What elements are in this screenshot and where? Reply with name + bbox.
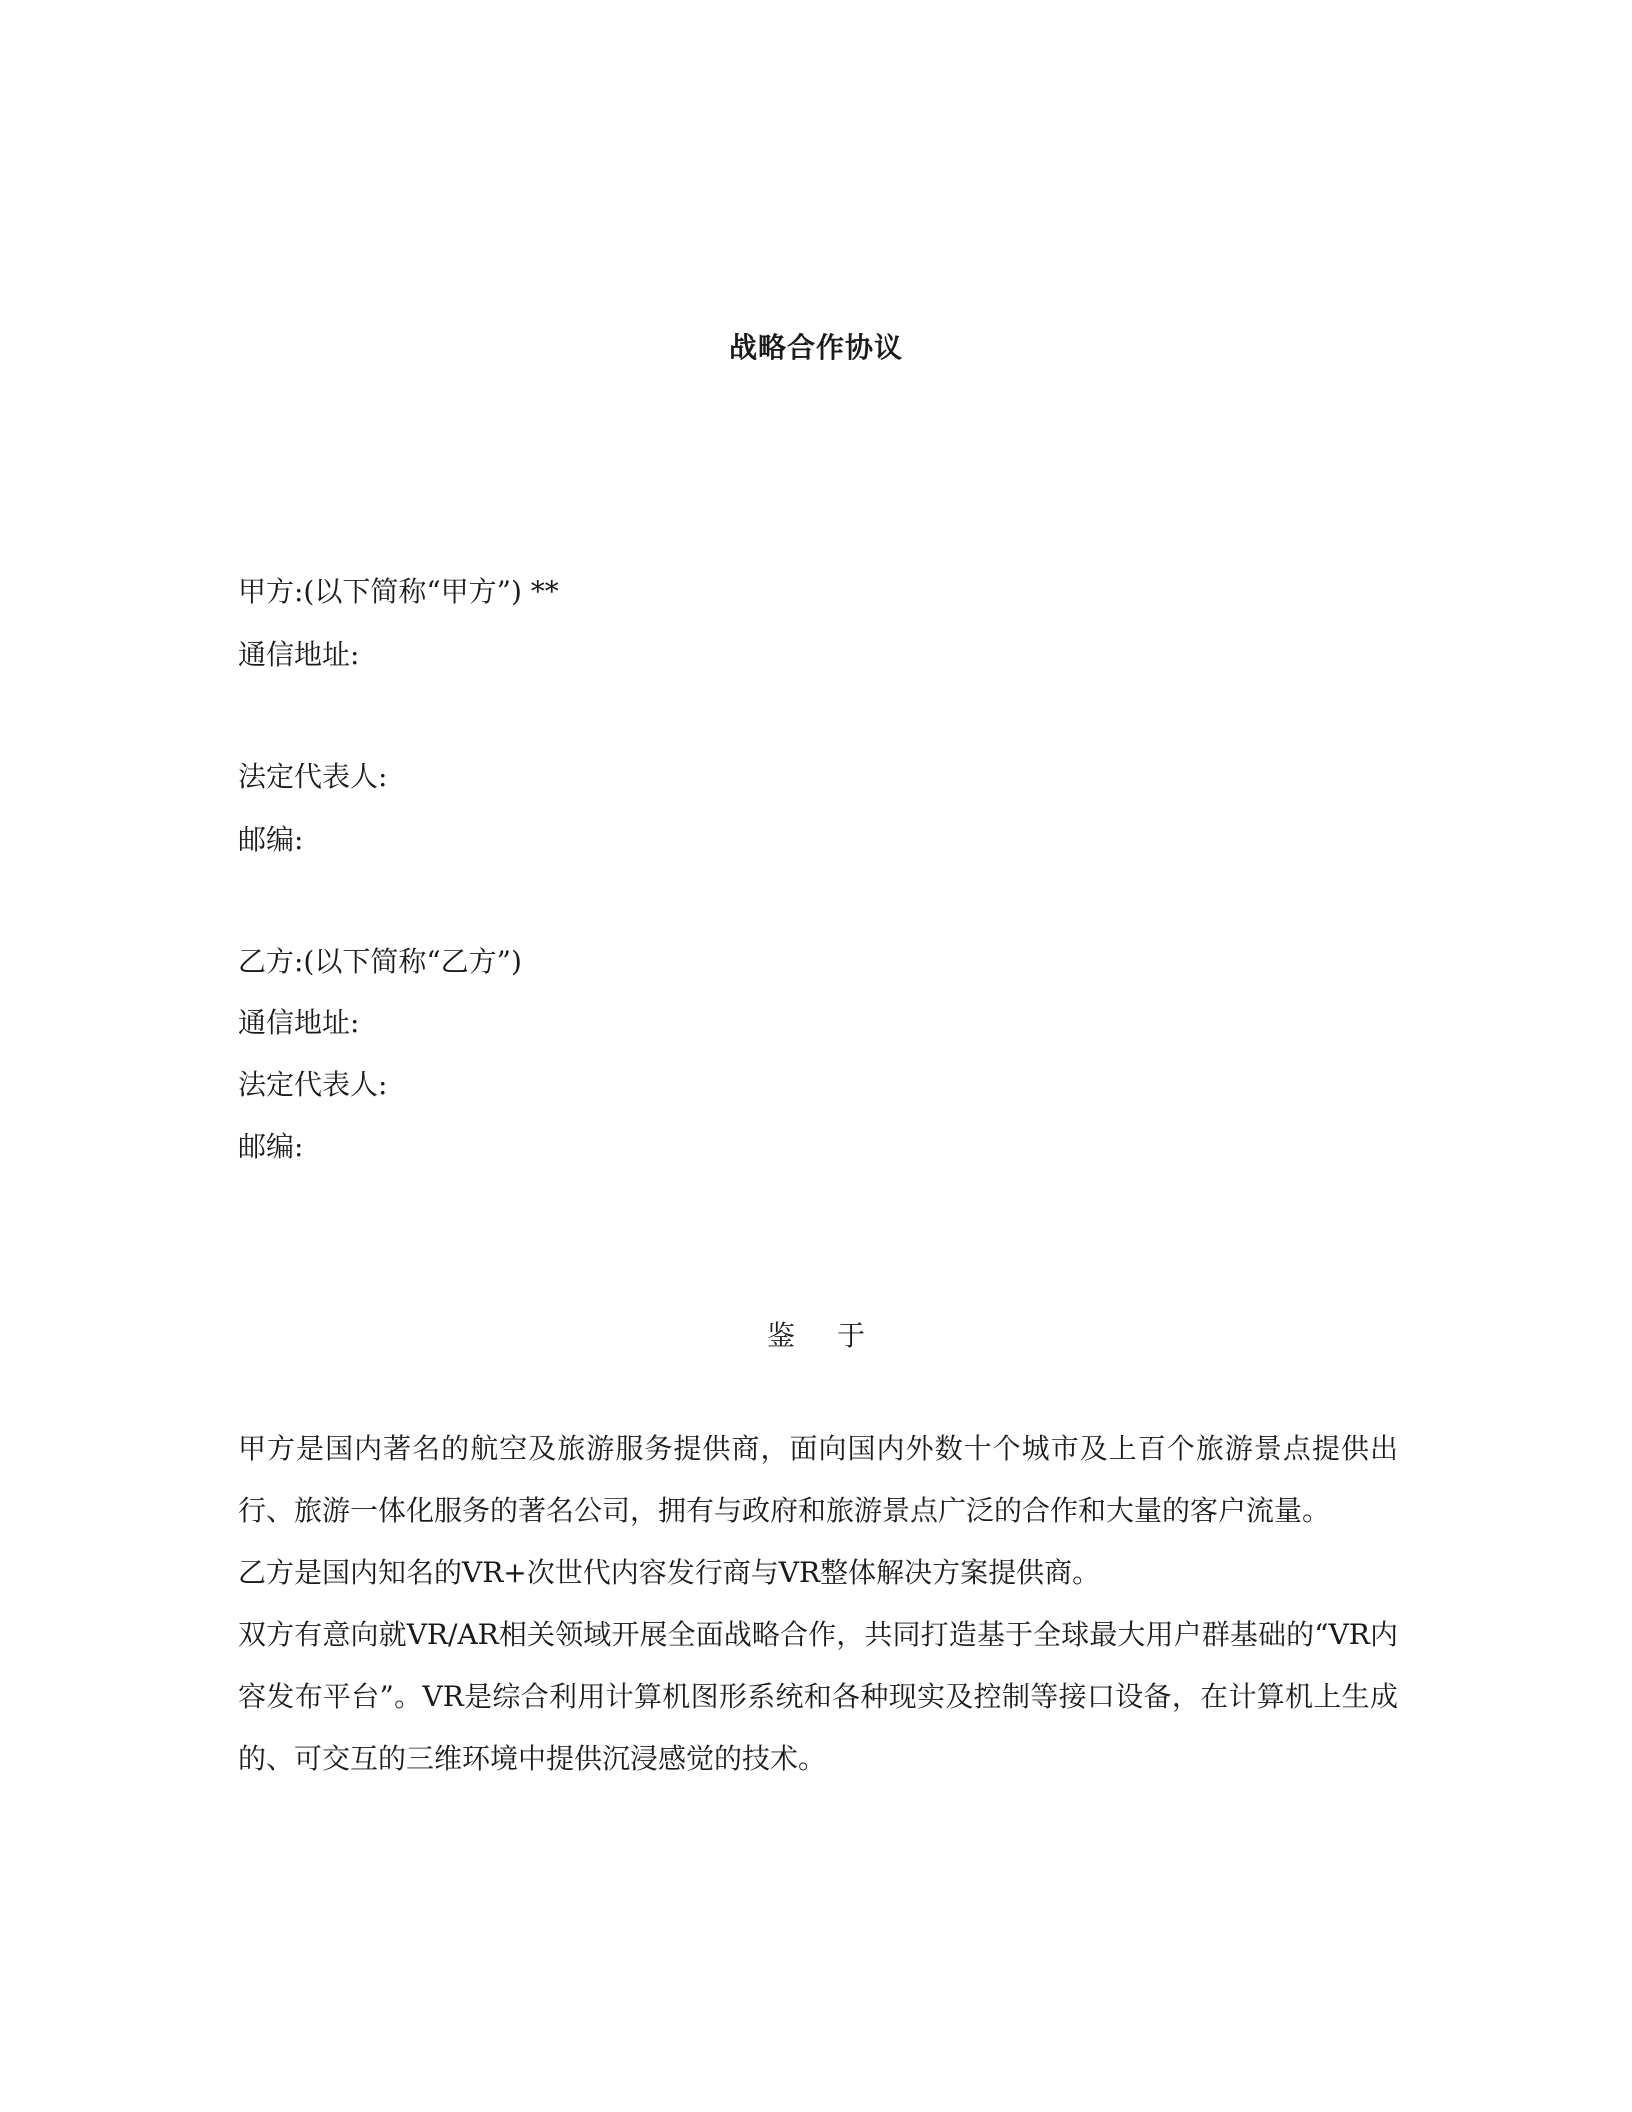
party-b-header: 乙方:(以下简称“乙方”) [238, 945, 522, 978]
paragraph-party-b-intro: 乙方是国内知名的VR+次世代内容发行商与VR整体解决方案提供商。 [238, 1556, 1101, 1589]
party-b-rep-label: 法定代表人: [238, 1068, 388, 1101]
paragraph-cooperation-intent: 双方有意向就VR/AR相关领域开展全面战略合作，共同打造基于全球最大用户群基础的“VR内容发布平台”。VR是综合利用计算机图形系统和各种现实及控制等接口设备，在计算机上生成的、可交互的三维环境中提供沉浸感觉的技术。 [238, 1618, 1398, 1775]
whereas-heading-right: 于 [837, 1319, 866, 1352]
party-b-postcode-label: 邮编: [238, 1130, 304, 1163]
party-a-postcode-label: 邮编: [238, 823, 304, 856]
document-title: 战略合作协议 [728, 331, 903, 364]
party-a-address-label: 通信地址: [238, 638, 360, 671]
party-a-header: 甲方:(以下简称“甲方”) ** [238, 575, 559, 608]
paragraph-party-a-intro: 甲方是国内著名的航空及旅游服务提供商，面向国内外数十个城市及上百个旅游景点提供出行、旅游一体化服务的著名公司，拥有与政府和旅游景点广泛的合作和大量的客户流量。 [238, 1432, 1398, 1527]
party-b-address-label: 通信地址: [238, 1006, 360, 1039]
whereas-heading [0, 1316, 1632, 1356]
whereas-heading-left: 鉴 [766, 1319, 795, 1352]
party-a-rep-label: 法定代表人: [238, 760, 388, 793]
